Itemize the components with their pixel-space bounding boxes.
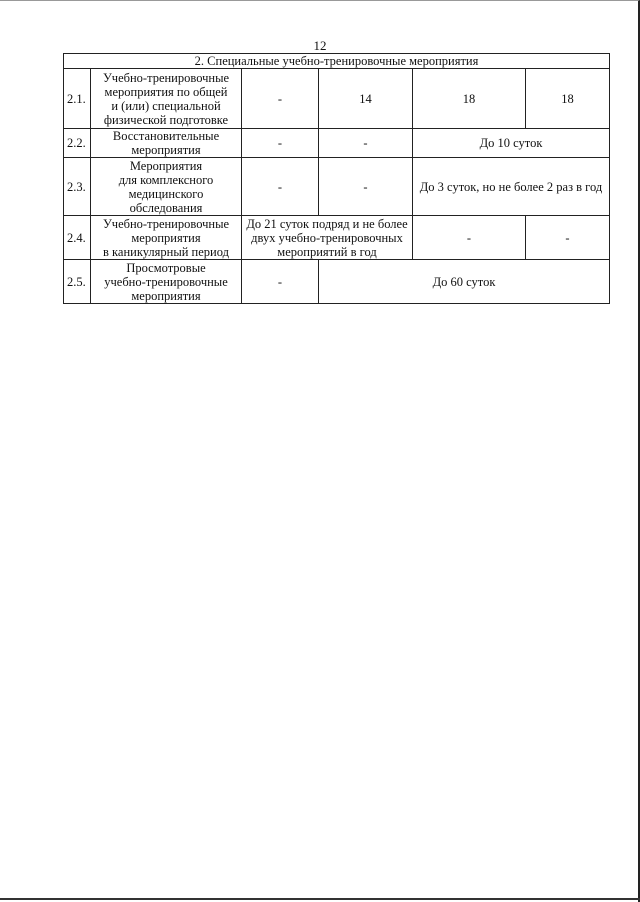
cell-value: - — [242, 129, 319, 158]
events-table — [63, 53, 610, 304]
row-name: Учебно-тренировочные мероприятия по общей и (или) специальной физической подготовке — [91, 69, 242, 129]
cell-value: - — [242, 260, 319, 304]
table-row — [64, 216, 610, 260]
cell-value: До 3 суток, но не более 2 раз в год — [413, 158, 610, 216]
cell-value: - — [526, 216, 610, 260]
section-header-row — [64, 54, 610, 69]
cell-value: До 60 суток — [319, 260, 610, 304]
row-number: 2.1. — [64, 69, 91, 129]
cell-value: До 10 суток — [413, 129, 610, 158]
table-row — [64, 260, 610, 304]
table-row — [64, 129, 610, 158]
row-name: Мероприятия для комплексного медицинского обследования — [91, 158, 242, 216]
cell-value: 18 — [413, 69, 526, 129]
table-row — [64, 69, 610, 129]
cell-value: - — [319, 129, 413, 158]
row-number: 2.3. — [64, 158, 91, 216]
cell-value: 14 — [319, 69, 413, 129]
row-name: Восстановительные мероприятия — [91, 129, 242, 158]
page-bottom-edge — [0, 898, 640, 900]
row-number: 2.4. — [64, 216, 91, 260]
cell-value: - — [413, 216, 526, 260]
row-name: Просмотровые учебно-тренировочные мероприятия — [91, 260, 242, 304]
section-title: 2. Специальные учебно-тренировочные мероприятия — [64, 54, 610, 69]
cell-value: 18 — [526, 69, 610, 129]
row-name: Учебно-тренировочные мероприятия в каникулярный период — [91, 216, 242, 260]
row-number: 2.2. — [64, 129, 91, 158]
table-row — [64, 158, 610, 216]
page-number: 12 — [313, 38, 327, 53]
row-number: 2.5. — [64, 260, 91, 304]
cell-value: До 21 суток подряд и не более двух учебно-тренировочных мероприятий в год — [242, 216, 413, 260]
cell-value: - — [242, 69, 319, 129]
cell-value: - — [319, 158, 413, 216]
cell-value: - — [242, 158, 319, 216]
